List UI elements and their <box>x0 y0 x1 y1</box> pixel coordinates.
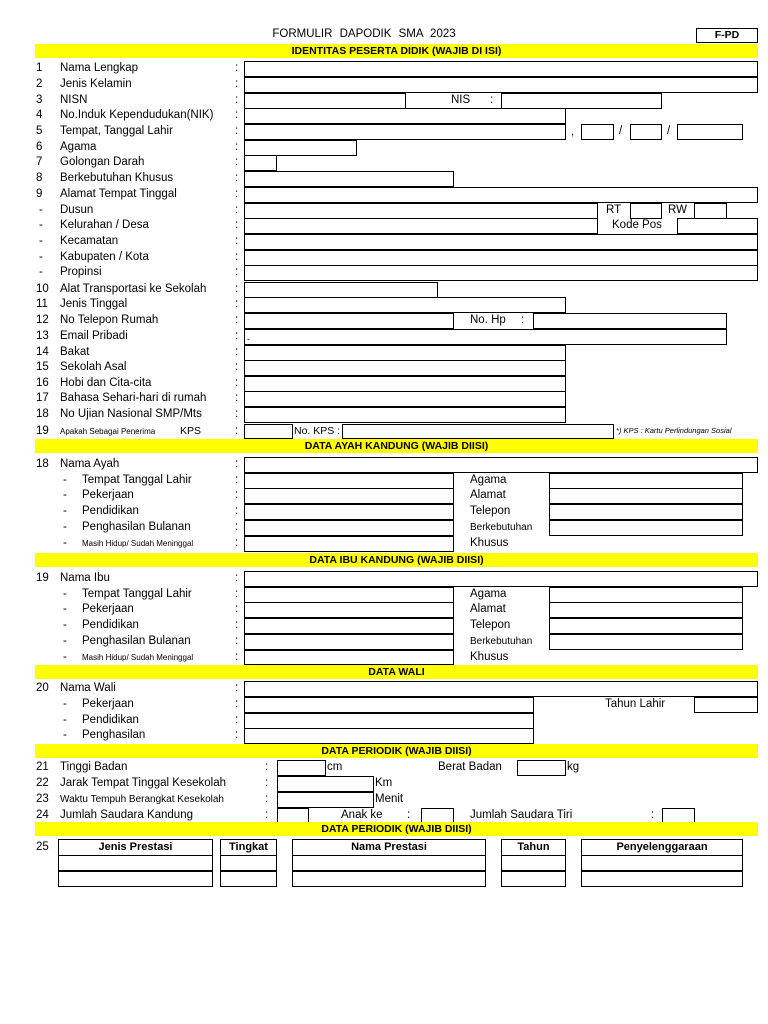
alamat-input[interactable] <box>244 187 758 203</box>
colon: : <box>235 235 239 247</box>
saudara-tiri-input[interactable] <box>662 808 695 823</box>
row-number: 4 <box>36 109 43 121</box>
tempat-lahir-input[interactable] <box>244 124 566 140</box>
berkebutuhan-khusus-input[interactable] <box>244 171 454 187</box>
row-dash: - <box>39 219 43 231</box>
ibu-ttl-input[interactable] <box>244 587 454 603</box>
field-label: Telepon <box>470 619 511 631</box>
row-dash: - <box>63 603 67 615</box>
tahun-lahir-label: Tahun Lahir <box>605 698 666 710</box>
no-kps-label: No. KPS : <box>294 425 341 437</box>
nis-label: NIS <box>451 94 471 106</box>
row-number: 18 <box>36 458 49 470</box>
nama-ayah-input[interactable] <box>244 457 758 473</box>
email-value: - <box>247 334 250 344</box>
dusun-input[interactable] <box>244 203 598 219</box>
prestasi-tingkat-input[interactable] <box>220 871 277 887</box>
ibu-penghasilan-input[interactable] <box>244 634 454 650</box>
colon: : <box>265 809 269 821</box>
ibu-alamat-input[interactable] <box>549 602 743 618</box>
colon: : <box>235 346 239 358</box>
rw-label: RW <box>668 204 687 216</box>
row-number: 8 <box>36 172 43 184</box>
field-label: Masih Hidup/ Sudah Meninggal <box>82 653 194 662</box>
row-number: 13 <box>36 330 49 342</box>
colon: : <box>407 809 411 821</box>
colon: : <box>235 377 239 389</box>
kps-question-label: Apakah Sebagai Penerima <box>60 427 156 436</box>
field-label: Bakat <box>60 346 90 358</box>
ibu-status-hidup-input[interactable] <box>244 650 454 665</box>
nama-ibu-input[interactable] <box>244 571 758 587</box>
ibu-pendidikan-input[interactable] <box>244 618 454 634</box>
field-label: Pendidikan <box>82 619 139 631</box>
colon: : <box>265 777 269 789</box>
field-label: Penghasilan Bulanan <box>82 521 191 533</box>
golongan-darah-input[interactable] <box>244 155 277 171</box>
colon: : <box>235 78 239 90</box>
row-number: 5 <box>36 125 43 137</box>
field-label: Waktu Tempuh Berangkat Kesekolah <box>60 794 224 805</box>
row-number: 20 <box>36 682 49 694</box>
column-header-tingkat: Tingkat <box>220 839 277 856</box>
row-dash: - <box>63 489 67 501</box>
row-number: 1 <box>36 62 43 74</box>
row-number: 24 <box>36 809 49 821</box>
row-dash: - <box>39 251 43 263</box>
field-label: Agama <box>470 588 507 600</box>
colon: : <box>235 698 239 710</box>
colon: : <box>235 572 239 584</box>
field-label: Pekerjaan <box>82 489 134 501</box>
field-label: Jenis Kelamin <box>60 78 132 90</box>
ayah-pendidikan-input[interactable] <box>244 504 454 520</box>
slash-separator: / <box>619 125 623 137</box>
kode-pos-label: Kode Pos <box>612 219 662 231</box>
field-label: Dusun <box>60 204 94 216</box>
row-dash: - <box>63 651 67 663</box>
colon: : <box>235 330 239 342</box>
no-hp-input[interactable] <box>533 313 727 329</box>
section-prestasi-heading: DATA PERIODIK (WAJIB DIISI) <box>35 822 758 836</box>
colon: : <box>235 314 239 326</box>
row-number: 9 <box>36 188 43 200</box>
colon: : <box>235 489 239 501</box>
field-label: Alamat <box>470 603 506 615</box>
field-label: No Telepon Rumah <box>60 314 159 326</box>
section-ayah-heading: DATA AYAH KANDUNG (WAJIB DIISI) <box>35 439 758 453</box>
field-label: Berat Badan <box>438 761 502 773</box>
colon: : <box>235 408 239 420</box>
row-dash: - <box>63 505 67 517</box>
field-label: Jarak Tempat Tinggal Kesekolah <box>60 777 226 789</box>
section-identitas-heading: IDENTITAS PESERTA DIDIK (WAJIB DI ISI) <box>35 44 758 58</box>
kps-note: *) KPS : Kartu Perlindungan Sosial <box>616 426 732 435</box>
unit-label: Menit <box>375 793 404 805</box>
colon: : <box>235 425 239 437</box>
comma-separator: , <box>571 126 575 138</box>
wali-penghasilan-input[interactable] <box>244 728 534 744</box>
row-dash: - <box>63 729 67 741</box>
colon: : <box>235 729 239 741</box>
colon: : <box>235 109 239 121</box>
form-code-box: F-PD <box>696 28 758 43</box>
ayah-ttl-input[interactable] <box>244 473 454 489</box>
field-label: No Ujian Nasional SMP/Mts <box>60 408 202 420</box>
nama-lengkap-input[interactable] <box>244 61 758 77</box>
colon: : <box>235 283 239 295</box>
rw-input[interactable] <box>694 203 727 219</box>
field-label: Telepon <box>470 505 511 517</box>
wali-pendidikan-input[interactable] <box>244 713 534 729</box>
prestasi-tahun-input[interactable] <box>501 855 566 871</box>
colon: : <box>521 314 525 326</box>
field-label: Jumlah Saudara Kandung <box>60 809 193 821</box>
field-label: Kabupaten / Kota <box>60 251 149 263</box>
alat-transportasi-input[interactable] <box>244 282 438 298</box>
kabupaten-input[interactable] <box>244 250 758 266</box>
section-wali-heading: DATA WALI <box>35 665 758 679</box>
field-label: Khusus <box>470 651 509 663</box>
field-label: Berkebutuhan <box>470 636 533 647</box>
ayah-berkebutuhan-khusus-input[interactable] <box>549 520 743 536</box>
ayah-alamat-input[interactable] <box>549 488 743 504</box>
unit-label: Km <box>375 777 393 789</box>
row-dash: - <box>39 235 43 247</box>
field-label: Tinggi Badan <box>60 761 128 773</box>
nik-input[interactable] <box>244 108 566 124</box>
field-label: Nama Ibu <box>60 572 110 584</box>
row-number: 15 <box>36 361 49 373</box>
row-number: 6 <box>36 141 43 153</box>
slash-separator: / <box>667 125 671 137</box>
field-label: Pendidikan <box>82 714 139 726</box>
colon: : <box>490 94 494 106</box>
row-number: 12 <box>36 314 49 326</box>
field-label: Kelurahan / Desa <box>60 219 149 231</box>
row-number: 19 <box>36 572 49 584</box>
field-label: Golongan Darah <box>60 156 145 168</box>
jarak-input[interactable] <box>277 776 374 792</box>
colon: : <box>265 793 269 805</box>
field-label: Alamat <box>470 489 506 501</box>
ayah-agama-input[interactable] <box>549 473 743 489</box>
field-label: Kecamatan <box>60 235 119 247</box>
tanggal-lahir-month-input[interactable] <box>630 124 662 140</box>
ayah-status-hidup-input[interactable] <box>244 536 454 552</box>
colon: : <box>235 458 239 470</box>
email-input[interactable] <box>244 329 727 345</box>
ibu-berkebutuhan-khusus-input[interactable] <box>549 634 743 650</box>
colon: : <box>235 94 239 106</box>
rt-input[interactable] <box>630 203 662 219</box>
column-header-jenis-prestasi: Jenis Prestasi <box>58 839 213 856</box>
tinggi-badan-input[interactable] <box>277 760 326 776</box>
rt-label: RT <box>606 204 622 216</box>
kelurahan-input[interactable] <box>244 218 598 234</box>
kode-pos-input[interactable] <box>677 218 758 234</box>
row-number: 17 <box>36 392 49 404</box>
bahasa-input[interactable] <box>244 391 566 407</box>
section-ibu-heading: DATA IBU KANDUNG (WAJIB DIISI) <box>35 553 758 567</box>
saudara-kandung-input[interactable] <box>277 808 309 823</box>
row-dash: - <box>63 635 67 647</box>
row-number: 14 <box>36 346 49 358</box>
berat-badan-input[interactable] <box>517 760 566 776</box>
colon: : <box>235 156 239 168</box>
colon: : <box>235 141 239 153</box>
row-number: 11 <box>36 298 48 310</box>
field-label: Anak ke <box>341 809 383 821</box>
nisn-input[interactable] <box>244 93 406 109</box>
colon: : <box>235 505 239 517</box>
ibu-pekerjaan-input[interactable] <box>244 602 454 618</box>
colon: : <box>235 619 239 631</box>
colon: : <box>235 651 239 663</box>
column-header-tahun: Tahun <box>501 839 566 856</box>
no-hp-label: No. Hp <box>470 314 506 326</box>
ibu-agama-input[interactable] <box>549 587 743 603</box>
ibu-telepon-input[interactable] <box>549 618 743 634</box>
field-label: Propinsi <box>60 266 102 278</box>
prestasi-penyelenggara-input[interactable] <box>581 871 743 887</box>
row-dash: - <box>63 619 67 631</box>
colon: : <box>235 603 239 615</box>
colon: : <box>235 188 239 200</box>
row-number: 25 <box>36 841 49 853</box>
field-label: Alat Transportasi ke Sekolah <box>60 283 207 295</box>
field-label: Sekolah Asal <box>60 361 127 373</box>
row-number: 23 <box>36 793 49 805</box>
field-label: Tempat, Tanggal Lahir <box>60 125 173 137</box>
no-kps-input[interactable] <box>342 424 614 439</box>
field-label: Masih Hidup/ Sudah Meninggal <box>82 539 194 548</box>
prestasi-nama-input[interactable] <box>292 855 486 871</box>
prestasi-tingkat-input[interactable] <box>220 855 277 871</box>
field-label: Hobi dan Cita-cita <box>60 377 152 389</box>
colon: : <box>235 521 239 533</box>
jenis-tinggal-input[interactable] <box>244 297 566 313</box>
row-number: 18 <box>36 408 49 420</box>
field-label: Email Pribadi <box>60 330 128 342</box>
row-number: 7 <box>36 156 43 168</box>
colon: : <box>235 125 239 137</box>
tanggal-lahir-day-input[interactable] <box>581 124 614 140</box>
field-label: Penghasilan Bulanan <box>82 635 191 647</box>
ayah-pekerjaan-input[interactable] <box>244 488 454 504</box>
row-dash: - <box>39 204 43 216</box>
field-label: Bahasa Sehari-hari di rumah <box>60 392 207 404</box>
colon: : <box>235 361 239 373</box>
telepon-rumah-input[interactable] <box>244 313 454 329</box>
wali-tahun-lahir-input[interactable] <box>694 697 758 713</box>
anak-ke-input[interactable] <box>421 808 454 823</box>
colon: : <box>235 474 239 486</box>
form-title: FORMULIR DAPODIK SMA 2023 <box>272 28 456 40</box>
unit-label: kg <box>567 761 580 773</box>
kecamatan-input[interactable] <box>244 234 758 250</box>
no-ujian-input[interactable] <box>244 407 566 423</box>
row-dash: - <box>63 521 67 533</box>
row-number: 3 <box>36 94 43 106</box>
colon: : <box>235 251 239 263</box>
ayah-penghasilan-input[interactable] <box>244 520 454 536</box>
row-dash: - <box>63 698 67 710</box>
section-periodik-heading: DATA PERIODIK (WAJIB DIISI) <box>35 744 758 758</box>
field-label: Berkebutuhan Khusus <box>60 172 174 184</box>
nama-wali-input[interactable] <box>244 681 758 697</box>
colon: : <box>235 635 239 647</box>
field-label: Pendidikan <box>82 505 139 517</box>
colon: : <box>235 392 239 404</box>
field-label: Tempat Tanggal Lahir <box>82 588 192 600</box>
colon: : <box>651 809 655 821</box>
field-label: Jumlah Saudara Tiri <box>470 809 573 821</box>
colon: : <box>235 204 239 216</box>
row-number: 10 <box>36 283 49 295</box>
colon: : <box>235 219 239 231</box>
prestasi-tahun-input[interactable] <box>501 871 566 887</box>
hobi-input[interactable] <box>244 376 566 392</box>
field-label: NISN <box>60 94 88 106</box>
propinsi-input[interactable] <box>244 265 758 281</box>
kps-question-kps: KPS <box>180 425 202 437</box>
prestasi-nama-input[interactable] <box>292 871 486 887</box>
field-label: Pekerjaan <box>82 603 134 615</box>
field-label: Nama Wali <box>60 682 116 694</box>
tanggal-lahir-year-input[interactable] <box>677 124 743 140</box>
row-number: 22 <box>36 777 49 789</box>
colon: : <box>235 588 239 600</box>
row-number: 2 <box>36 78 43 90</box>
field-label: Agama <box>470 474 507 486</box>
column-header-penyelenggaraan: Penyelenggaraan <box>581 839 743 856</box>
prestasi-jenis-input[interactable] <box>58 855 213 871</box>
kps-status-input[interactable] <box>244 424 293 439</box>
colon: : <box>235 266 239 278</box>
prestasi-jenis-input[interactable] <box>58 871 213 887</box>
jenis-kelamin-input[interactable] <box>244 77 758 93</box>
unit-label: cm <box>327 761 343 773</box>
row-dash: - <box>39 266 43 278</box>
wali-pekerjaan-input[interactable] <box>244 697 534 713</box>
row-dash: - <box>63 537 67 549</box>
row-dash: - <box>63 588 67 600</box>
colon: : <box>235 298 239 310</box>
field-label: Nama Ayah <box>60 458 120 470</box>
field-label: Khusus <box>470 537 509 549</box>
row-dash: - <box>63 714 67 726</box>
field-label: Agama <box>60 141 97 153</box>
field-label: No.Induk Kependudukan(NIK) <box>60 109 214 121</box>
agama-input[interactable] <box>244 140 357 156</box>
field-label: Jenis Tinggal <box>60 298 128 310</box>
row-number: 16 <box>36 377 49 389</box>
column-header-nama-prestasi: Nama Prestasi <box>292 839 486 856</box>
field-label: Pekerjaan <box>82 698 134 710</box>
bakat-input[interactable] <box>244 345 566 361</box>
colon: : <box>235 714 239 726</box>
colon: : <box>235 172 239 184</box>
colon: : <box>235 62 239 74</box>
field-label: Alamat Tempat Tinggal <box>60 188 177 200</box>
ayah-telepon-input[interactable] <box>549 504 743 520</box>
nis-input[interactable] <box>501 93 662 109</box>
row-number: 19 <box>36 425 49 437</box>
prestasi-penyelenggara-input[interactable] <box>581 855 743 871</box>
waktu-tempuh-input[interactable] <box>277 792 374 808</box>
sekolah-asal-input[interactable] <box>244 360 566 376</box>
field-label: Berkebutuhan <box>470 522 533 533</box>
field-label: Penghasilan <box>82 729 146 741</box>
field-label: Tempat Tanggal Lahir <box>82 474 192 486</box>
colon: : <box>265 761 269 773</box>
colon: : <box>235 682 239 694</box>
row-number: 21 <box>36 761 49 773</box>
row-dash: - <box>63 474 67 486</box>
field-label: Nama Lengkap <box>60 62 138 74</box>
colon: : <box>235 537 239 549</box>
